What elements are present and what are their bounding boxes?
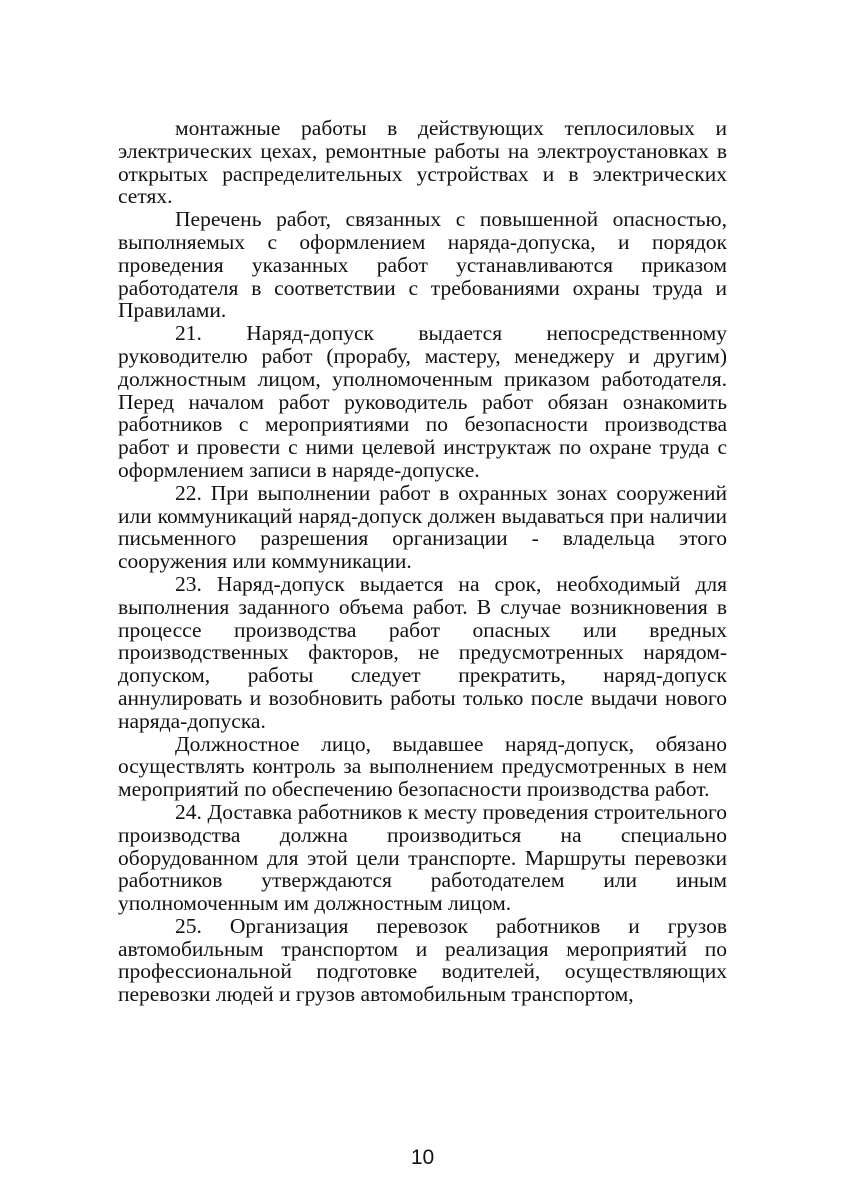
paragraph-continuation: монтажные работы в действующих теплосиловых и электрических цехах, ремонтные работы на электроустановках в открытых распределительных устройствах и в электрических сетях. [118,116,727,209]
paragraph-item-23-control: Должностное лицо, выдавшее наряд-допуск, обязано осуществлять контроль за выполнением предусмотренных в нем мероприятий по обеспечению безопасности производства работ. [118,731,727,802]
paragraph-hazardous-works-list: Перечень работ, связанных с повышенной опасностью, выполняемых с оформлением наряда-допуска, и порядок проведения указанных работ устанавливаются приказом работодателя в соответствии с требованиями охраны труда и Правилами. [118,207,727,323]
paragraph-item-24: 24. Доставка работников к месту проведения строительного производства должна производиться на специально оборудованном для этой цели транспорте. Маршруты перевозки работников утверждаются работодателем или иным уполномоченным им должностным лицом. [118,799,727,916]
document-page [118,117,727,1006]
paragraph-item-22: 22. При выполнении работ в охранных зонах сооружений или коммуникаций наряд-допуск должен выдаваться при наличии письменного разрешения организации - владельца этого сооружения или коммуникации. [118,480,727,574]
paragraph-item-25: 25. Организация перевозок работников и грузов автомобильным транспортом и реализация мероприятий по профессиональной подготовке водителей, осуществляющих перевозки людей и грузов автомобильным транспортом, [118,913,727,1007]
paragraph-item-23: 23. Наряд-допуск выдается на срок, необходимый для выполнения заданного объема работ. В случае возникновения в процессе производства работ опасных или вредных производственных факторов, не предусмотренных нарядом-допуском, работы следует прекратить, наряд-допуск аннулировать и возобновить работы только после выдачи нового наряда-допуска. [118,571,727,733]
paragraph-item-21: 21. Наряд-допуск выдается непосредственному руководителю работ (прорабу, мастеру, менеджеру и другим) должностным лицом, уполномоченным приказом работодателя. Перед началом работ руководитель работ обязан ознакомить работников с мероприятиями по безопасности производства работ и провести с ними целевой инструктаж по охране труда с оформлением записи в наряде-допуске. [118,321,727,482]
page-number: 10 [410,1146,435,1169]
